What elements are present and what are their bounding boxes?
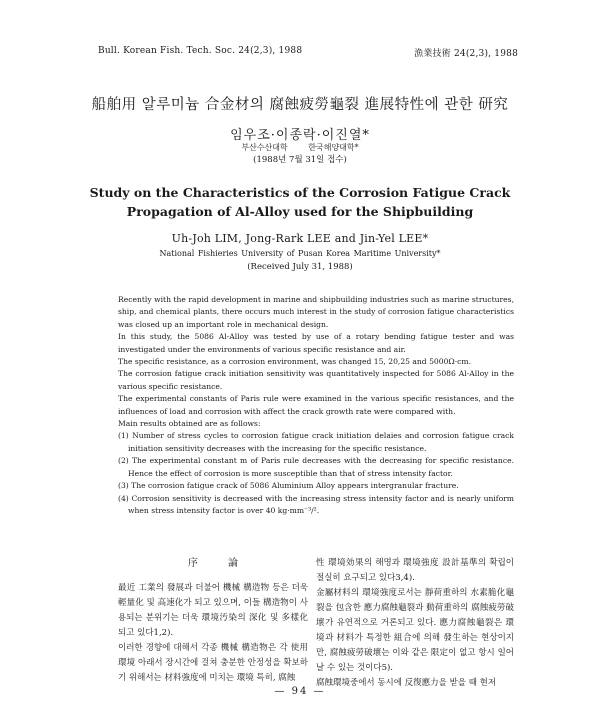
intro-paragraph: 金屬材料의 環境強度로서는 靜荷重하의 水素脆化龜裂을 包含한 應力腐蝕龜裂과 動荷重하의 腐蝕疲勞破壞가 유연적으로 거론되고 있다. 應力腐蝕龜裂은 環境과 材料가 특정한 組合에 의해 發生하는 현상이지만, 腐蝕疲勞破壞는 이와 같은 限定이 없고 항시 일어날 수 있는 것이다5). <box>316 588 514 673</box>
abstract-paragraph: The specific resistance, as a corrosion environment, was changed 15, 20,25 and 5000Ω·cm. <box>118 357 471 367</box>
result-item: (2) The experimental constant m of Paris rule decreases with the decreasing for specific resistance. Hence the effect of corrosion is more susceptible than that of stress intensity factor. <box>118 456 514 478</box>
intro-left-column <box>118 556 308 686</box>
english-received-date: (Received July 31, 1988) <box>247 262 353 272</box>
english-authors: Uh-Joh LIM, Jong-Rark LEE and Jin-Yel LEE* <box>171 232 429 245</box>
intro-right-column <box>316 556 514 691</box>
intro-paragraph: 腐蝕環境중에서 동시에 反復應力을 받을 때 현저 <box>316 678 497 688</box>
abstract-paragraph: In this study, the 5086 Al-Alloy was tested by use of a rotary bending fatigue tester and was investigated under the environments of various specific resistance and air. <box>118 332 514 354</box>
journal-header-english: Bull. Korean Fish. Tech. Soc. 24(2,3), 1988 <box>98 46 303 56</box>
result-item: (1) Number of stress cycles to corrosion fatigue crack initiation delaies and corrosion fatigue crack initiation sensitivity decreases with the increasing for the specific resistance. <box>118 431 514 453</box>
abstract-paragraph: The experimental constants of Paris rule were examined in the various specific resistances, and the influences of load and corrosion with affect the crack growth rate were compared with. <box>118 394 514 416</box>
intro-paragraph: 最近 工業의 發展과 더불어 機械 構造物 등은 더욱 輕量化 및 高速化가 되고 있으며, 이들 構造物이 사용되는 분위기는 더욱 環境汚染의 深化 및 多樣化되고 있다1,2). <box>118 583 308 638</box>
abstract-paragraph: The corrosion fatigue crack initiation sensitivity was quantitatively inspected for 5086 Al-Alloy in the various specific resistance. <box>118 369 514 391</box>
intro-paragraph: 이러한 경향에 대해서 각종 機械 構造物은 각 使用環境 아래서 장시간에 걸쳐 충분한 안정성을 확보하기 위해서는 材料強度에 미치는 環境 특히, 腐蝕 <box>118 643 308 683</box>
english-affiliations: National Fishieries University of Pusan Korea Maritime University* <box>159 249 441 258</box>
section-heading-introduction: 序論 <box>188 558 268 569</box>
abstract-paragraph: Recently with the rapid development in marine and shipbuilding industries such as marine structures, ship, and chemical plants, there occurs much interest in the study of corrosion fatigue characteristics was closed up an important role in mechanical design. <box>118 295 514 329</box>
journal-header-korean: 漁業技術 24(2,3), 1988 <box>414 49 518 59</box>
english-title <box>0 183 600 221</box>
korean-affiliations: 부산수산대학 한국해양대학* <box>241 143 359 152</box>
english-title-line-2: Propagation of Al-Alloy used for the Shipbuilding <box>126 204 474 219</box>
result-item: (3) The corrosion fatigue crack of 5086 Aluminium Alloy appears intergranular fracture. <box>118 481 459 491</box>
result-item: (4) Corrosion sensitivity is decreased with the increasing stress intensity factor and is nearly uniform when stress intensity factor is over 40 kg·mm⁻³/². <box>118 493 514 515</box>
abstract <box>118 294 514 517</box>
korean-title: 船舶用 알루미늄 合金材의 腐蝕疲勞龜裂 進展特性에 관한 研究 <box>91 97 509 113</box>
english-title-line-1: Study on the Characteristics of the Corrosion Fatigue Crack <box>89 185 511 200</box>
page-number: — 94 — <box>274 686 326 697</box>
abstract-paragraph: Main results obtained are as follows: <box>118 419 261 429</box>
korean-authors: 임우조·이종락·이진열* <box>230 128 370 143</box>
korean-received-date: (1988년 7월 31일 접수) <box>253 155 347 165</box>
intro-paragraph: 性 環境効果의 해명과 環境強度 設計基準의 확립이 절실히 요구되고 있다3,4). <box>316 558 514 583</box>
